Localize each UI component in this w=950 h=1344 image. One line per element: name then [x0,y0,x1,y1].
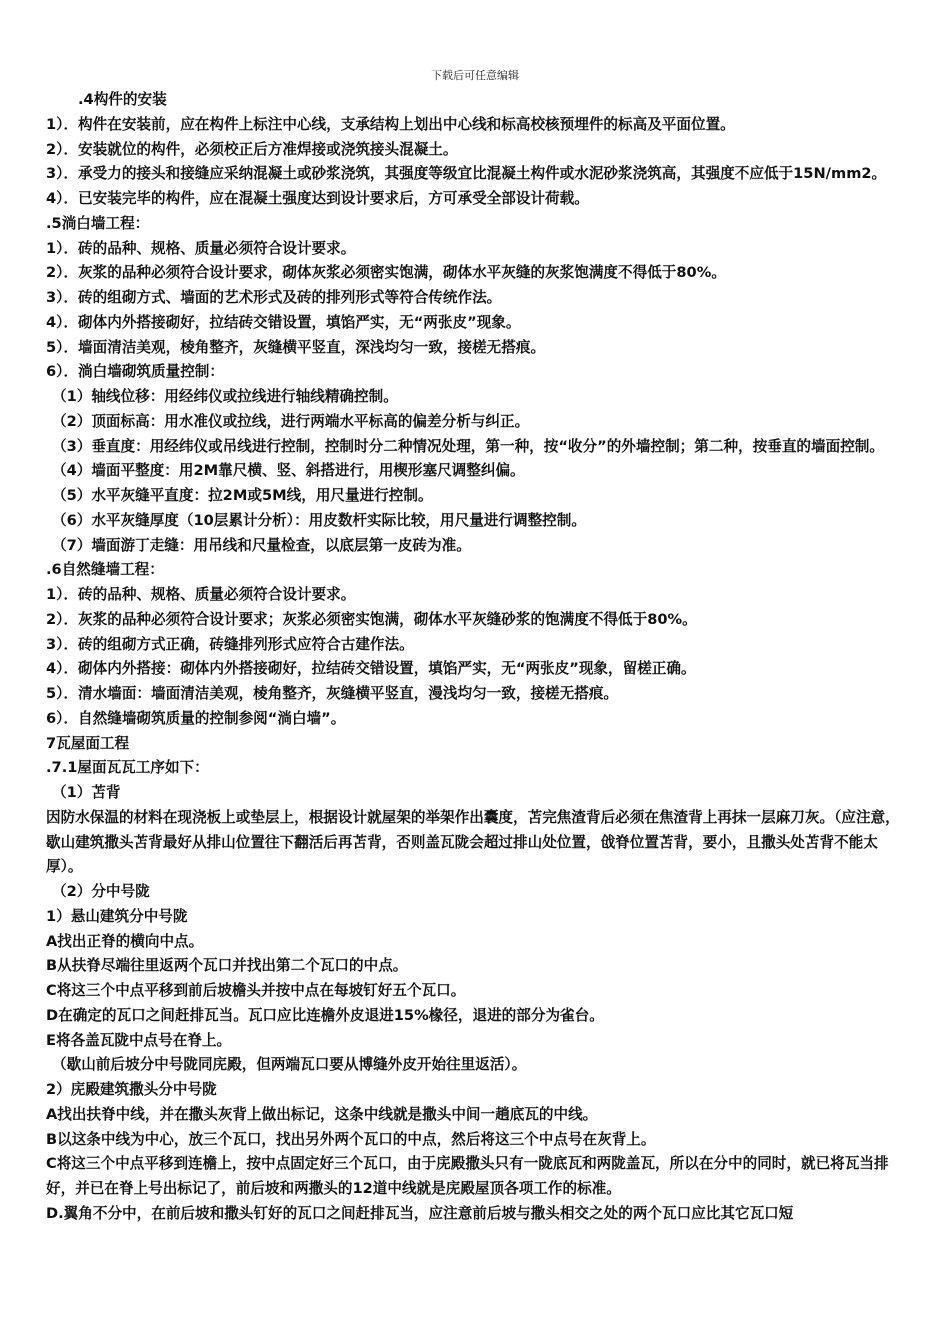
paragraph: A找出扶脊中线，并在撒头灰背上做出标记，这条中线就是撒头中间一趟底瓦的中线。 [46,1105,598,1123]
paragraph: 2）．安装就位的构件，必须校正后方准焊接或浇筑接头混凝土。 [46,140,458,158]
paragraph: 6）．淌白墙砌筑质量控制： [46,363,224,381]
paragraph: A找出正脊的横向中点。 [46,932,204,950]
section-heading: .4构件的安装 [78,91,167,108]
paragraph: （歇山前后坡分中号陇同庑殿，但两端瓦口要从博缝外皮开始往里返活）。 [52,1056,527,1074]
paragraph: 1）．构件在安装前，应在构件上标注中心线，支承结构上划出中心线和标高校核预埋件的标高及平面位置。 [46,115,735,133]
paragraph: （2）顶面标高：用水准仪或拉线，进行两端水平标高的偏差分析与纠正。 [52,412,530,430]
paragraph: （1）苫背 [52,784,121,801]
paragraph: 2）庑殿建筑撒头分中号陇 [46,1081,217,1098]
paragraph: 2）．灰浆的品种必须符合设计要求，砌体灰浆必须密实饱满，砌体水平灰缝的灰浆饱满度不得低于80%。 [46,264,726,282]
section-heading: 7瓦屋面工程 [46,734,130,752]
paragraph: E将各盖瓦陇中点号在脊上。 [46,1031,232,1049]
document-body [46,88,908,1227]
paragraph: C将这三个中点平移到前后坡檐头并按中点在每坡钉好五个瓦口。 [46,982,466,999]
paragraph: 1）．砖的品种、规格、质量必须符合设计要求。 [46,586,356,603]
paragraph: B以这条中线为中心，放三个瓦口，找出另外两个瓦口的中点，然后将这三个中点号在灰背上。 [46,1130,656,1148]
paragraph: 6）．自然缝墙砌筑质量的控制参阅“淌白墙”。 [46,709,346,727]
paragraph: 1）．砖的品种、规格、质量必须符合设计要求。 [46,239,356,257]
paragraph: 1）悬山建筑分中号陇 [46,907,188,925]
paragraph: （6）水平灰缝厚度（10层累计分析）：用皮数杆实际比较，用尺量进行调整控制。 [52,511,586,529]
paragraph: 5）．清水墙面：墙面清洁美观，棱角整齐，灰缝横平竖直，漫浅均匀一致，接槎无搭痕。 [46,685,619,702]
paragraph: 4）．已安装完毕的构件，应在混凝土强度达到设计要求后，方可承受全部设计荷载。 [46,190,589,207]
paragraph: D在确定的瓦口之间赶排瓦当。瓦口应比连檐外皮退进15%椽径，退进的部分为雀台。 [46,1006,604,1024]
paragraph: （4）墙面平整度：用2M靠尺横、竖、斜搭进行，用楔形塞尺调整纠偏。 [52,462,525,480]
paragraph: D.翼角不分中，在前后坡和撒头钉好的瓦口之间赶排瓦当，应注意前后坡与撒头相交之处的两个瓦口应比其它瓦口短 [46,1204,794,1222]
paragraph: （1）轴线位移：用经纬仪或拉线进行轴线精确控制。 [52,388,398,405]
paragraph: 3）．砖的组砌方式、墙面的艺术形式及砖的排列形式等符合传统作法。 [46,289,502,306]
paragraph: 3）．承受力的接头和接缝应采纳混凝土或砂浆浇筑，其强度等级宜比混凝土构件或水泥砂浆浇筑高，其强度不应低于15N/mm2。 [46,165,887,183]
paragraph: 因防水保温的材料在现浇板上或垫层上，根据设计就屋架的举架作出囊度，苫完焦渣背后必须在焦渣背上再抹一层麻刀灰。（应注意，歇山建筑撒头苫背最好从排山位置往下翻活后再苫背，否则盖瓦陇会超过排山处位置，戗脊位置苫背，要小，且撒头处苫背不能太厚）。 [46,808,900,876]
page-header: 下载后可任意编辑 [431,69,519,82]
section-heading: .5淌白墙工程： [46,214,150,232]
paragraph: 2）．灰浆的品种必须符合设计要求；灰浆必须密实饱满，砌体水平灰缝砂浆的饱满度不得低于80%。 [46,610,697,628]
section-heading: .6自然缝墙工程： [46,561,164,579]
paragraph: 4）．砌体内外搭接：砌体内外搭接砌好，拉结砖交错设置，填馅严实，无“两张皮”现象，留槎正确。 [46,660,696,678]
section-heading: .7.1屋面瓦瓦工序如下： [46,759,209,777]
paragraph: 5）．墙面清洁美观，棱角整齐，灰缝横平竖直，深浅均匀一致，接槎无搭痕。 [46,338,546,356]
paragraph: （7）墙面游丁走缝：用吊线和尺量检查，以底层第一皮砖为准。 [52,536,471,554]
paragraph: C将这三个中点平移到连檐上，按中点固定好三个瓦口，由于庑殿撒头只有一陇底瓦和两陇盖瓦，所以在分中的同时，就已将瓦当排好，并已在脊上号出标记了，前后坡和两撒头的12道中线就是庑殿屋顶各项工作的标准。 [46,1155,889,1197]
paragraph: （2）分中号陇 [52,883,150,900]
paragraph: （3）垂直度：用经纬仪或吊线进行控制，控制时分二种情况处理，第一种，按“收分”的外墙控制；第二种，按垂直的墙面控制。 [52,437,884,455]
paragraph: （5）水平灰缝平直度：拉2M或5M线，用尺量进行控制。 [52,487,433,504]
paragraph: 4）．砌体内外搭接砌好，拉结砖交错设置，填馅严实，无“两张皮”现象。 [46,313,521,331]
paragraph: 3）．砖的组砌方式正确，砖缝排列形式应符合古建作法。 [46,635,414,653]
paragraph: B从扶脊尽端往里返两个瓦口并找出第二个瓦口的中点。 [46,957,408,975]
